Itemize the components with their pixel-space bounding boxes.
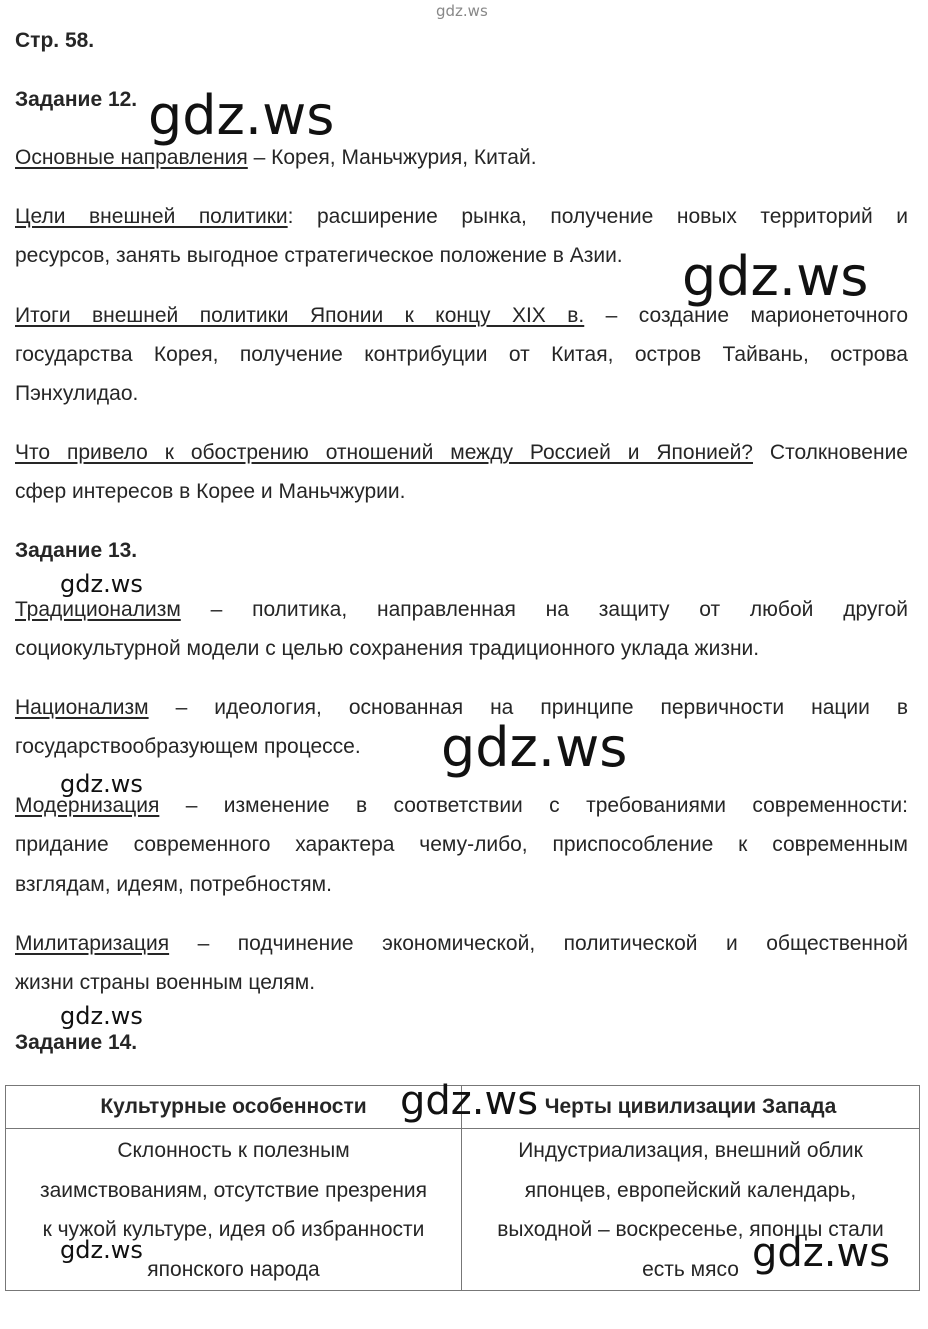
table-cell-col1 — [6, 1129, 462, 1291]
task13-term1-text: – политика, направленная на защиту от любой другой — [180, 598, 908, 621]
cell-line: есть мясо — [642, 1257, 739, 1281]
task13-term2-line2: государствообразующем процессе. — [15, 735, 361, 758]
watermark: gdz.ws — [148, 84, 335, 147]
watermark: gdz.ws — [441, 716, 628, 779]
watermark: gdz.ws — [60, 770, 143, 798]
task13-term2-text: – идеология, основанная на принципе первичности нации в — [148, 696, 908, 719]
watermark: gdz.ws — [60, 570, 143, 598]
cell-line: заимствованиям, отсутствие презрения — [39, 1178, 428, 1202]
table-header-col2: Черты цивилизации Запада — [462, 1086, 920, 1129]
cell-line: японцев, европейский календарь, — [524, 1178, 857, 1202]
task13-term1-label: Традиционализм — [15, 598, 181, 621]
watermark: gdz.ws — [400, 1078, 539, 1124]
watermark-top: gdz.ws — [436, 2, 488, 20]
task13-term4-line1 — [15, 931, 908, 957]
task12-item2-line2: ресурсов, занять выгодное стратегическое положение в Азии. — [15, 244, 623, 267]
task13-term1-line2: социокультурной модели с целью сохранения традиционного уклада жизни. — [15, 637, 760, 660]
task13-term4-text: – подчинение экономической, политической и общественной — [169, 932, 908, 955]
task12-item3-line2: государства Корея, получение контрибуции от Китая, остров Тайвань, острова — [15, 343, 908, 366]
watermark: gdz.ws — [60, 1002, 143, 1030]
cell-line: Индустриализация, внешний облик — [518, 1139, 863, 1162]
task13-term4-line2: жизни страны военным целям. — [15, 971, 316, 994]
task13-title: Задание 13. — [15, 539, 138, 562]
task13-term1-line1 — [15, 597, 908, 623]
task13-term4-label: Милитаризация — [15, 932, 170, 955]
page-label: Стр. 58. — [15, 29, 95, 52]
task13-term3-line1 — [15, 793, 908, 819]
task12-item3-label: Итоги внешней политики Японии к концу XIX в. — [15, 304, 585, 327]
watermark: gdz.ws — [752, 1230, 891, 1276]
task12-item2-text: : расширение рынка, получение новых территорий и — [287, 205, 908, 228]
cell-line: к чужой культуре, идея об избранности — [42, 1218, 425, 1241]
task13-term2-label: Национализм — [15, 696, 149, 719]
task13-term3-line2: придание современного характера чему-либо, приспособление к современным — [15, 833, 908, 856]
task12-item3-text: – создание марионеточного — [584, 304, 908, 327]
task12-item4-label: Что привело к обострению отношений между Россией и Японией? — [15, 441, 753, 464]
task12-item1-label: Основные направления — [15, 146, 248, 169]
task12-item4-line2: сфер интересов в Корее и Маньчжурии. — [15, 480, 406, 503]
task12-item1-text: – Корея, Маньчжурия, Китай. — [247, 146, 537, 169]
task12-item1 — [15, 145, 908, 171]
cell-line: Склонность к полезным — [117, 1139, 350, 1162]
task12-item4-text: Столкновение — [752, 441, 908, 464]
watermark: gdz.ws — [682, 245, 869, 308]
watermark: gdz.ws — [60, 1236, 143, 1264]
cell-line: японского народа — [147, 1257, 320, 1281]
task13-term3-label: Модернизация — [15, 794, 160, 817]
task13-term3-text: – изменение в соответствии с требованиями современности: — [159, 794, 908, 817]
table-header-col1: Культурные особенности — [6, 1086, 462, 1129]
task12-item4-line1 — [15, 440, 908, 466]
task14-title: Задание 14. — [15, 1031, 138, 1054]
task12-item3-line3: Пэнхулидао. — [15, 382, 139, 405]
task12-title: Задание 12. — [15, 88, 138, 111]
task12-item2-label: Цели внешней политики — [15, 205, 288, 228]
task13-term3-line3: взглядам, идеям, потребностям. — [15, 873, 332, 896]
cell-line: выходной – воскресенье, японцы стали — [497, 1218, 884, 1241]
task12-item2-line1 — [15, 204, 908, 230]
